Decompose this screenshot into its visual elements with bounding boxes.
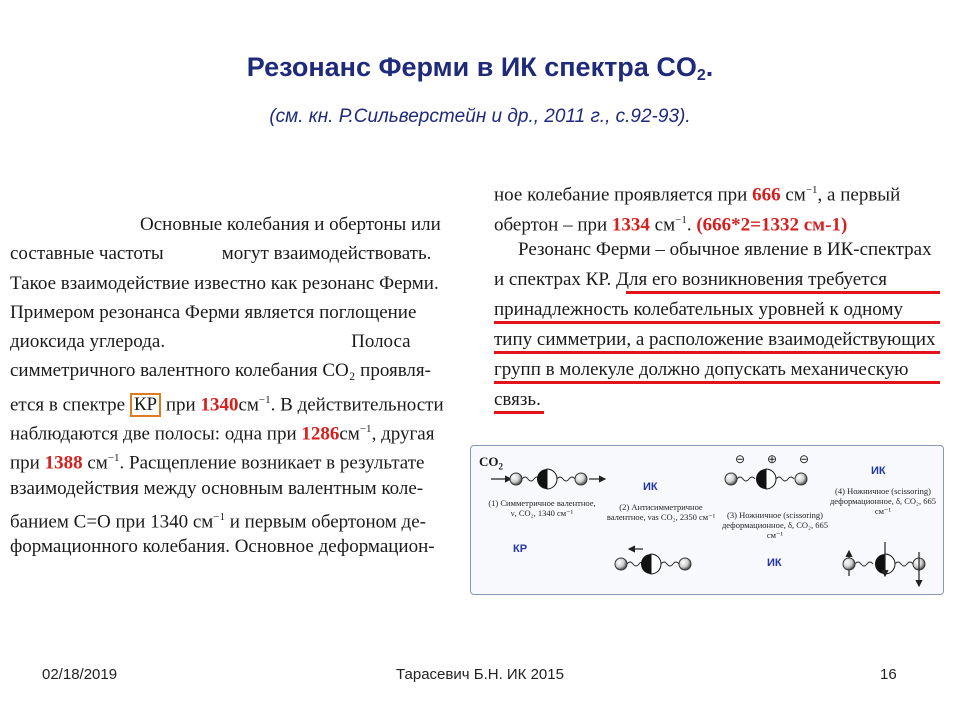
calculation-note: (666*2=1332 см-1) bbox=[696, 214, 848, 236]
text-line: типу симметрии, а расположение взаимодействующих bbox=[494, 325, 944, 355]
red-underline bbox=[494, 381, 940, 384]
text-line: Примером резонанса Ферми является поглощение bbox=[10, 301, 417, 323]
text-line: ется в спектре КР при $1340см^{-1}$. В действительности bbox=[10, 393, 444, 416]
kr-tag: КР bbox=[513, 543, 528, 555]
red-underline bbox=[494, 351, 940, 354]
text-line: Резонанс Ферми – обычное явление в ИК-спектрах bbox=[518, 239, 932, 260]
kr-highlight-box: КР bbox=[130, 393, 161, 417]
co2-vibration-scheme bbox=[470, 445, 944, 595]
charge-plus: ⊕ bbox=[767, 452, 778, 466]
text-line: при 1388 $см^{-1}$. Расщепление возникает в результате bbox=[10, 452, 425, 474]
mode-1-symmetric-stretch bbox=[491, 469, 605, 489]
molecule-label: $CO_2$ bbox=[479, 454, 503, 472]
mode-2-antisymmetric-stretch bbox=[615, 549, 691, 574]
value-1334: 1334 bbox=[611, 214, 650, 236]
mode-1-caption: (1) Симметричное валентное, ν, CO₂, 1340 см⁻¹ bbox=[488, 498, 596, 518]
text-line: принадлежность колебательных уровней к одному bbox=[494, 295, 944, 325]
ik-tag-mode-4: ИК bbox=[871, 465, 886, 477]
footer-date: 02/18/2019 bbox=[42, 666, 118, 683]
text-line: Основные колебания и обертоны или bbox=[140, 214, 441, 235]
text-line: и спектрах КР. Для его возникновения требуется bbox=[494, 265, 944, 295]
text-line: составные частоты могут взаимодействовать. bbox=[10, 243, 432, 265]
charge-minus-left: ⊖ bbox=[735, 452, 746, 466]
footer-page-number: 16 bbox=[880, 666, 897, 683]
text-line: взаимодействия между основным валентным коле- bbox=[10, 477, 424, 499]
value-1388: 1388 bbox=[44, 452, 83, 474]
mode-2-caption: (2) Антисимметричное валентное, νas CO₂, 2350 см⁻¹ bbox=[606, 502, 716, 522]
text-line: симметричного валентного колебания CO₂ проявля- bbox=[10, 360, 431, 382]
book-excerpt-right bbox=[494, 175, 944, 415]
ik-tag-mode-2: ИК bbox=[643, 481, 658, 493]
slide-title: Резонанс Ферми в ИК спектра $CO_2$. bbox=[246, 52, 714, 84]
mode-3-caption: (3) Ножничное (scissoring) деформационное, δ, CO₂, 665 см⁻¹ bbox=[721, 510, 829, 540]
text-line: банием C=O при 1340 $см^{-1}$ и первым обертоном де- bbox=[10, 510, 426, 533]
red-underline bbox=[494, 321, 940, 324]
book-excerpt-left bbox=[10, 210, 444, 562]
text-line: диоксида углерода. Полоса bbox=[10, 331, 411, 353]
red-underline bbox=[494, 411, 544, 414]
mode-3-bending-in-plane bbox=[725, 469, 807, 489]
value-1286: 1286 bbox=[301, 423, 340, 445]
text-line: ное колебание проявляется при 666 $см^{-1}$, а первый bbox=[494, 184, 901, 206]
text-line: Такое взаимодействие известно как резонанс Ферми. bbox=[10, 272, 439, 294]
mode-4-caption: (4) Ножничное (scissoring) деформационное, δ, CO₂, 665 см⁻¹ bbox=[829, 486, 937, 516]
value-666: 666 bbox=[752, 184, 781, 206]
text-line: наблюдаются две полосы: одна при $1286см^{-1}$, другая bbox=[10, 423, 435, 445]
mode-4-bending bbox=[843, 542, 925, 586]
red-underline bbox=[626, 291, 940, 294]
footer-author: Тарасевич Б.Н. ИК 2015 bbox=[396, 666, 564, 683]
slide-subtitle: (см. кн. Р.Сильверстейн и др., 2011 г., с.92-93). bbox=[269, 106, 691, 127]
text-line: групп в молекуле должно допускать механическую bbox=[494, 355, 944, 385]
text-line: обертон – при 1334 $см^{-1}$. (666*2=1332 см-1) bbox=[494, 214, 848, 236]
text-line: формационного колебания. Основное деформацион- bbox=[10, 536, 435, 558]
charge-minus-right: ⊖ bbox=[799, 452, 810, 466]
value-1340: 1340 bbox=[200, 394, 239, 416]
text-line: связь. bbox=[494, 385, 944, 415]
ik-tag-mode-3: ИК bbox=[767, 557, 782, 569]
